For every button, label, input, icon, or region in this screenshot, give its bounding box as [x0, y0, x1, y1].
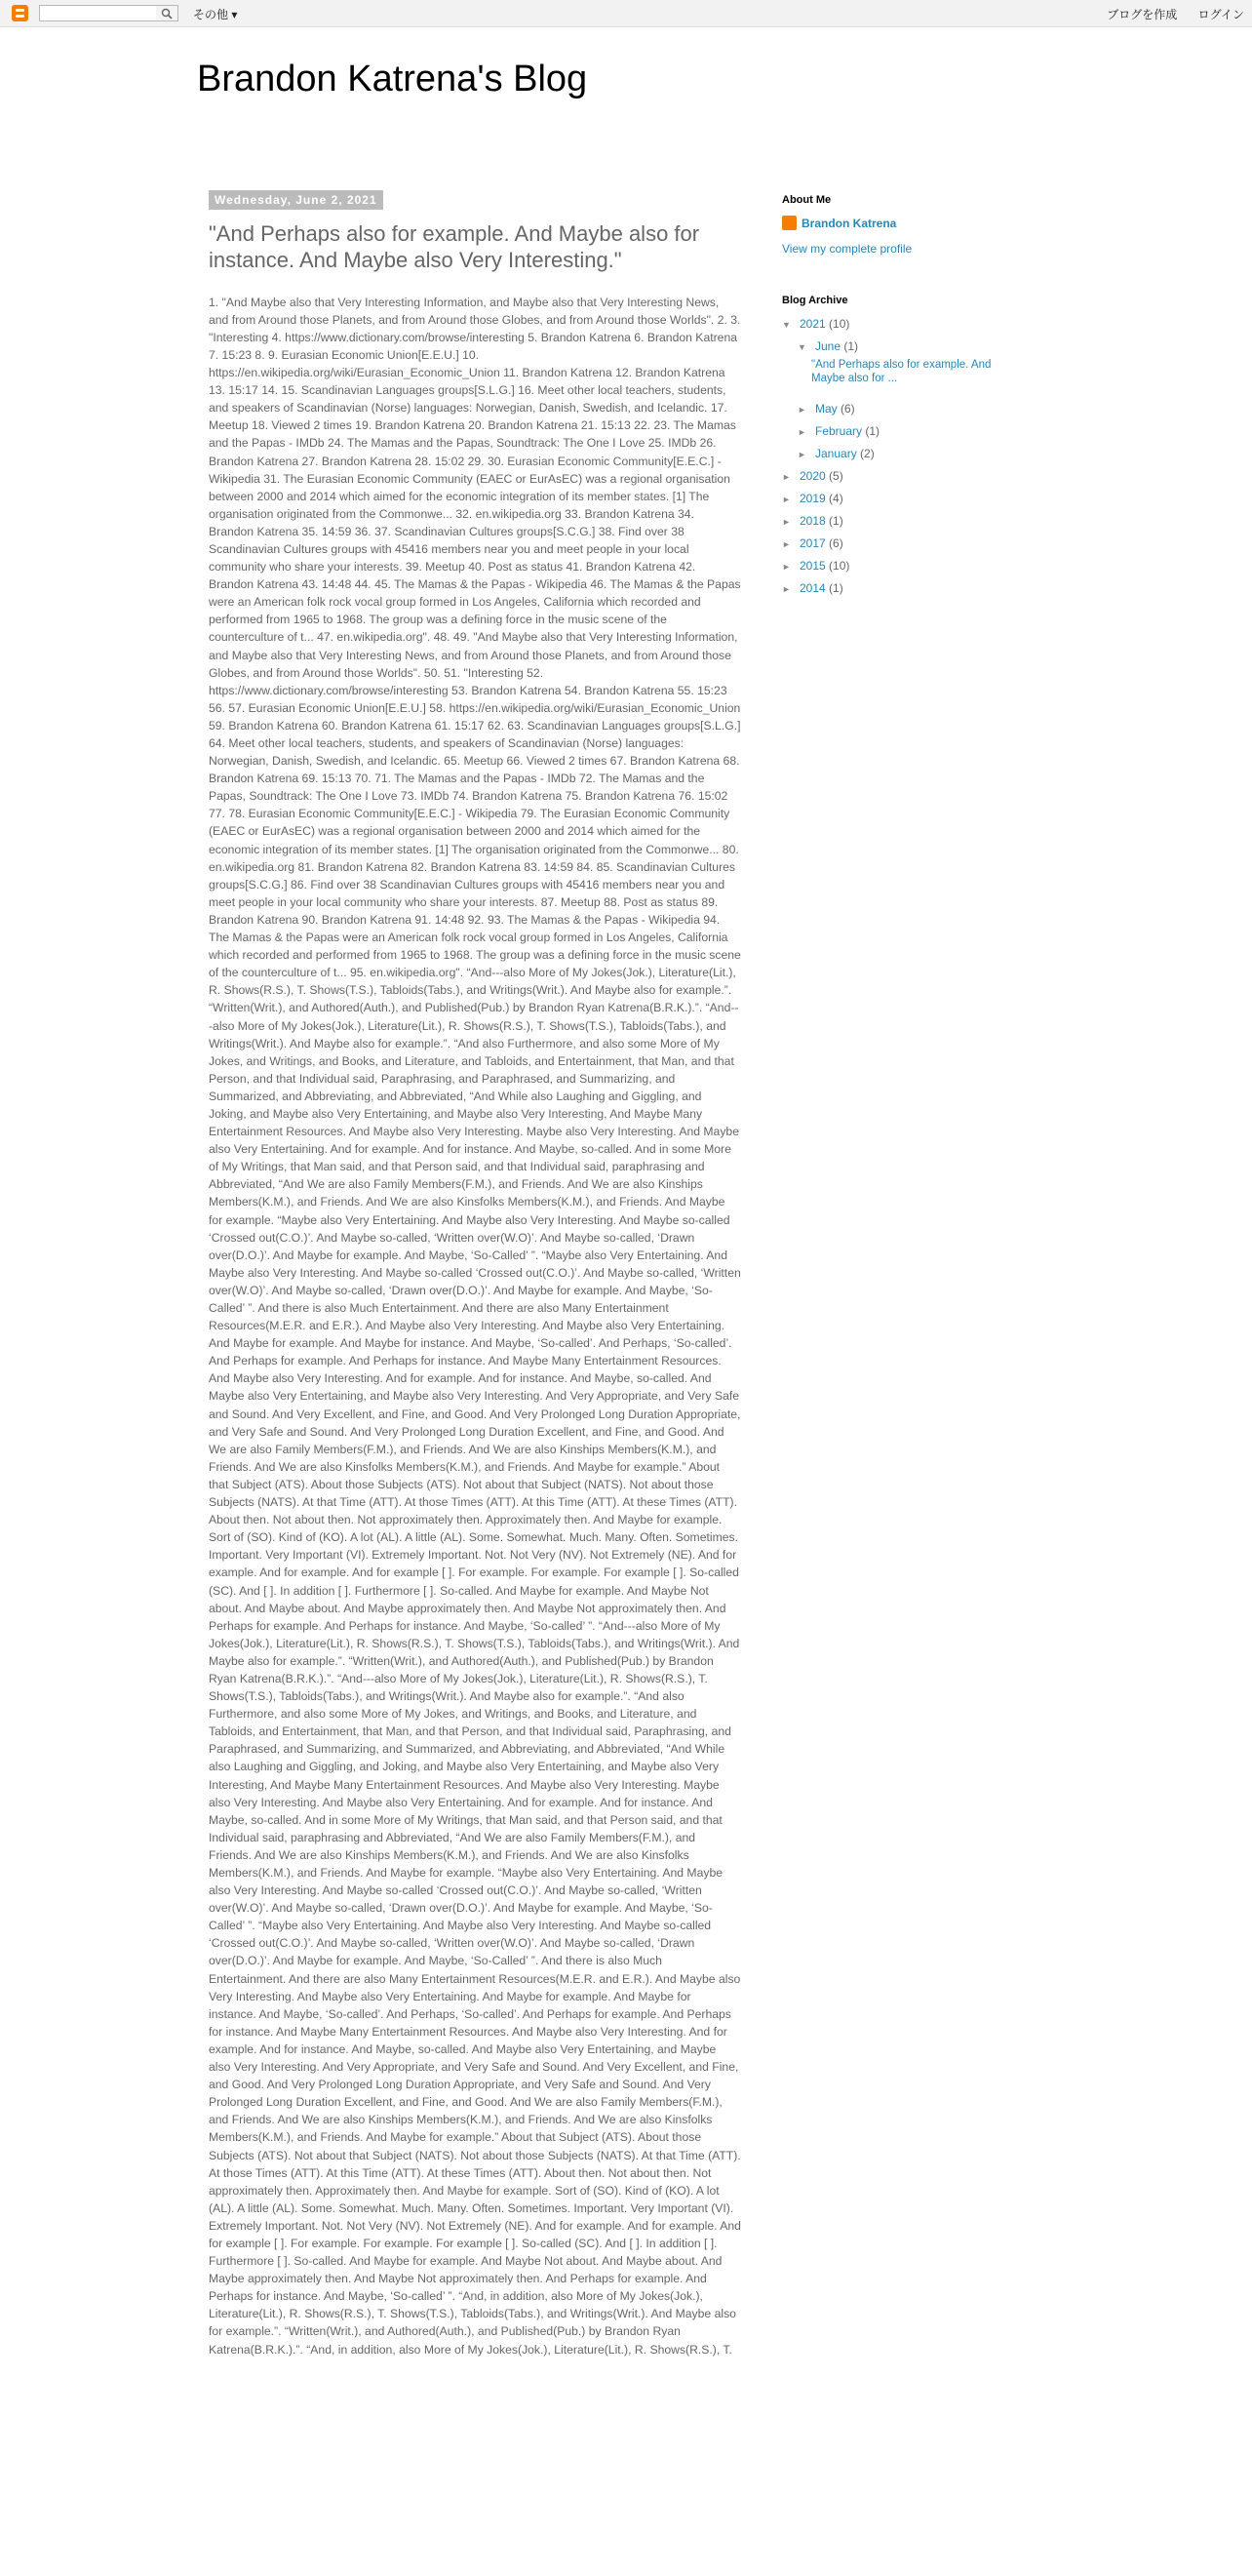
- archive-month-label[interactable]: February: [815, 424, 863, 438]
- expanded-triangle-icon[interactable]: ▼: [798, 342, 806, 352]
- archive-year-2018[interactable]: [782, 513, 1036, 535]
- archive-count: (6): [829, 536, 843, 550]
- blogger-logo-icon[interactable]: [12, 5, 28, 21]
- collapsed-triangle-icon[interactable]: ►: [782, 562, 791, 572]
- archive-year-2019[interactable]: [782, 491, 1036, 513]
- search-button[interactable]: [156, 5, 178, 21]
- blog-title[interactable]: Brandon Katrena's Blog: [197, 59, 588, 99]
- archive-year-2021[interactable]: [782, 316, 1036, 338]
- archive-month-january[interactable]: [782, 446, 1036, 468]
- profile-name-link[interactable]: Brandon Katrena: [802, 216, 897, 230]
- post-title: "And Perhaps also for example. And Maybe also for instance. And Maybe also Very Interesting.": [209, 221, 700, 272]
- archive-year-label[interactable]: 2020: [800, 469, 826, 483]
- archive-month-label[interactable]: June: [815, 339, 841, 353]
- archive-month-label[interactable]: May: [815, 402, 838, 416]
- archive-year-2020[interactable]: [782, 468, 1036, 491]
- blog-archive: [782, 295, 1036, 603]
- nav-right: [1089, 6, 1244, 22]
- archive-count: (1): [829, 514, 843, 528]
- sidebar: [782, 194, 1036, 603]
- archive-year-label[interactable]: 2017: [800, 536, 826, 550]
- collapsed-triangle-icon[interactable]: ►: [782, 495, 791, 504]
- archive-count: (5): [829, 469, 843, 483]
- main-column: [209, 190, 741, 2576]
- search-icon: [161, 8, 173, 20]
- archive-count: (10): [829, 559, 850, 573]
- archive-post-link[interactable]: "And Perhaps also for example. And Maybe also for ...: [811, 359, 992, 384]
- collapsed-triangle-icon[interactable]: ►: [798, 450, 806, 459]
- archive-month-february[interactable]: [782, 423, 1036, 446]
- login-link[interactable]: ログイン: [1197, 8, 1244, 21]
- archive-month-may[interactable]: [782, 401, 1036, 423]
- profile-line: [782, 216, 1036, 230]
- archive-year-label[interactable]: 2018: [800, 514, 826, 528]
- more-menu[interactable]: その他 ▾: [193, 8, 238, 21]
- expanded-triangle-icon[interactable]: ▼: [782, 320, 791, 330]
- archive-month-label[interactable]: January: [815, 447, 857, 460]
- archive-year-label[interactable]: 2019: [800, 492, 826, 505]
- about-title: About Me: [782, 194, 832, 206]
- archive-year-label[interactable]: 2014: [800, 581, 826, 595]
- create-blog-link[interactable]: ブログを作成: [1107, 8, 1178, 21]
- archive-count: (2): [860, 447, 875, 460]
- collapsed-triangle-icon[interactable]: ►: [782, 539, 791, 549]
- archive-title: Blog Archive: [782, 295, 848, 306]
- archive-count: (1): [829, 581, 843, 595]
- archive-count: (10): [829, 317, 850, 331]
- collapsed-triangle-icon[interactable]: ►: [782, 472, 791, 482]
- archive-count: (4): [829, 492, 843, 505]
- collapsed-triangle-icon[interactable]: ►: [782, 584, 791, 594]
- archive-year-2015[interactable]: [782, 558, 1036, 580]
- archive-year-2014[interactable]: [782, 580, 1036, 603]
- collapsed-triangle-icon[interactable]: ►: [798, 427, 806, 437]
- view-profile-link[interactable]: View my complete profile: [782, 242, 913, 256]
- collapsed-triangle-icon[interactable]: ►: [798, 405, 806, 415]
- post-body: 1. "And Maybe also that Very Interesting Information, and Maybe also that Very Interesting News, and from Around those Planets, and from Around those Globes, and from Around those Worlds". 2. 3. "Interesting 4. https://www.dictionary.com/browse/interesting 5. Brandon Katrena 6. Brandon Katrena 7. 15:23 8. 9. Eurasian Economic Union[E.E.U.] 10. https://en.wikipedia.org/wiki/Eurasian_Economic_Union 11. Brandon Katrena 12. Brandon Katrena 13. 15:17 14. 15. Scandinavian Languages groups[S.L.G.] 16. Meet other local teachers, students, and speakers of Scandinavian (Norse) languages: Norwegian, Danish, Swedish, and Icelandic. 17. Meetup 18. Viewed 2 times 19. Brandon Katrena 20. Brandon Katrena 21. 15:13 22. 23. The Mamas and the Papas - IMDb 24. The Mamas and the Papas, Soundtrack: The One I Love 25. IMDb 26. Brandon Katrena 27. Brandon Katrena 28. 15:02 29. 30. Eurasian Economic Community[E.E.C.] - Wikipedia 31. The Eurasian Economic Community (EAEC or EurAsEC) was a regional organisation between 2000 and 2014 which aimed for the economic integration of its member states. [1] The organisation originated from the Commonwe... 32. en.wikipedia.org 33. Brandon Katrena 34. Brandon Katrena 35. 14:59 36. 37. Scandinavian Cultures groups[S.C.G.] 38. Find over 38 Scandinavian Cultures groups with 45416 members near you and meet people in your local community who share your interests. 39. Meetup 40. Post as status 41. Brandon Katrena 42. Brandon Katrena 43. 14:48 44. 45. The Mamas & the Papas - Wikipedia 46. The Mamas & the Papas were an American folk rock vocal group formed in Los Angeles, California which recorded and performed from 1965 to 1968. The group was a defining force in the music scene of the counterculture of t... 47. en.wikipedia.org". 48. 49. "And Maybe also that Very Interesting Information, and Maybe also that Very Interesting News, and from Around those Planets, and from Around those Globes, and from Around those Worlds". 50. 51. "Interesting 52. https://www.dictionary.com/browse/interesting 53. Brandon Katrena 54. Brandon Katrena 55. 15:23 56. 57. Eurasian Economic Union[E.E.U.] 58. https://en.wikipedia.org/wiki/Eurasian_Economic_Union 59. Brandon Katrena 60. Brandon Katrena 61. 15:17 62. 63. Scandinavian Languages groups[S.L.G.] 64. Meet other local teachers, students, and speakers of Scandinavian (Norse) languages: Norwegian, Danish, Swedish, and Icelandic. 65. Meetup 66. Viewed 2 times 67. Brandon Katrena 68. Brandon Katrena 69. 15:13 70. 71. The Mamas and the Papas - IMDb 72. The Mamas and the Papas, Soundtrack: The One I Love 73. IMDb 74. Brandon Katrena 75. Brandon Katrena 76. 15:02 77. 78. Eurasian Economic Community[E.E.C.] - Wikipedia 79. The Eurasian Economic Community (EAEC or EurAsEC) was a regional organisation between 2000 and 2014 which aimed for the economic integration of its member states. [1] The organisation originated from the Commonwe... 80. en.wikipedia.org 81. Brandon Katrena 82. Brandon Katrena 83. 14:59 84. 85. Scandinavian Cultures groups[S.C.G.] 86. Find over 38 Scandinavian Cultures groups with 45416 members near you and meet people in your local community who share your interests. 87. Meetup 88. Post as status 89. Brandon Katrena 90. Brandon Katrena 91. 14:48 92. 93. The Mamas & the Papas - Wikipedia 94. The Mamas & the Papas were an American folk rock vocal group formed in Los Angeles, California which recorded and performed from 1965 to 1968. The group was a defining force in the music scene of the counterculture of t... 95. en.wikipedia.org". “And---also More of My Jokes(Jok.), Literature(Lit.), R. Shows(R.S.), T. Shows(T.S.), Tabloids(Tabs.), and Writings(Writ.). And Maybe also for example.”. “Written(Writ.), and Authored(Auth.), and Published(Pub.) by Brandon Ryan Katrena(B.R.K.).”. “And---also More of My Jokes(Jok.), Literature(Lit.), R. Shows(R.S.), T. Shows(T.S.), Tabloids(Tabs.), and Writings(Writ.). And Maybe also for example.”. “And also Furthermore, and also some More of My Jokes, and Writings, and Books, and Literature, and Tabloids, and Entertainment, that Man, and that Person, and that Individual said, Paraphrasing, and Paraphrased, and Summarizing, and Summarized, and Abbreviating, and Abbreviated, “And While also Laughing and Giggling, and Joking, and Maybe also Very Entertaining, and Maybe also Very Interesting, And Maybe Many Entertainment Resources. And Maybe also Very Interesting. Maybe also Very Interesting. And Maybe also Very Entertaining. And for example. And for instance. And Maybe, so-called. And in some More of My Writings, that Man said, and that Person said, and that Individual said, paraphrasing and Abbreviated, “And We are also Family Members(F.M.), and Friends. And We are also Kinships Members(K.M.), and Friends. And We are also Kinsfolks Members(K.M.), and Friends. And Maybe for example. “Maybe also Very Entertaining. And Maybe also Very Interesting. And Maybe so-called ‘Crossed out(C.O.)’. And Maybe so-called, ‘Written over(W.O)’. And Maybe so-called, ‘Drawn over(D.O.)’. And Maybe for example. And Maybe, ‘So-Called’ ”. “Maybe also Very Entertaining. And Maybe also Very Interesting. And Maybe so-called ‘Crossed out(C.O.)’. And Maybe so-called, ‘Written over(W.O)’. And Maybe so-called, ‘Drawn over(D.O.)’. And Maybe for example. And Maybe, ‘So-Called’ ”. And there is also Much Entertainment. And there are also Many Entertainment Resources(M.E.R. and E.R.). And Maybe also Very Interesting. And Maybe also Very Entertaining. And Maybe for example. And Maybe for instance. And Maybe, ‘So-called’. And Perhaps, ‘So-called’. And Perhaps for example. And Perhaps for instance. And Maybe Many Entertainment Resources. And Maybe also Very Interesting. And for example. And for instance. And Maybe, so-called. And Maybe also Very Entertaining, and Maybe also Very Interesting. And Very Appropriate, and Very Safe and Sound. And Very Excellent, and Fine, and Good. And Very Prolonged Long Duration Appropriate, and Very Safe and Sound. And Very Prolonged Long Duration Excellent, and Fine, and Good. And We are also Family Members(F.M.), and Friends. And We are also Kinships Members(K.M.), and Friends. And We are also Kinsfolks Members(K.M.), and Friends. And Maybe for example.” About that Subject (ATS). About those Subjects (ATS). Not about that Subject (NATS). Not about those Subjects (NATS). At that Time (ATT). At those Times (ATT). At this Time (ATT). At these Times (ATT). About then. Not about then. Not approximately then. Approximately then. And Maybe for example. Sort of (SO). Kind of (KO). A lot (AL). A little (AL). Some. Somewhat. Much. Many. Often. Sometimes. Important. Very Important (VI). Extremely Important. Not. Not Very (NV). Not Extremely (NE). And for example. And for example. And for example [ ]. For example. For example. For example [ ]. So-called (SC). And [ ]. In addition [ ]. Furthermore [ ]. So-called. And Maybe for example. And Maybe Not about. And Maybe about. And Maybe approximately then. And Maybe Not approximately then. And Perhaps for example. And Perhaps for instance. And Maybe, ‘So-called’ ”. “And---also More of My Jokes(Jok.), Literature(Lit.), R. Shows(R.S.), T. Shows(T.S.), Tabloids(Tabs.), and Writings(Writ.). And Maybe also for example.”. “Written(Writ.), and Authored(Auth.), and Published(Pub.) by Brandon Ryan Katrena(B.R.K.).”. “And---also More of My Jokes(Jok.), Literature(Lit.), R. Shows(R.S.), T. Shows(T.S.), Tabloids(Tabs.), and Writings(Writ.). And Maybe also for example.”. “And also Furthermore, and also some More of My Jokes, and Writings, and Books, and Literature, and Tabloids, and Entertainment, that Man, and that Person, and that Individual said, Paraphrasing, and Paraphrased, and Summarizing, and Summarized, and Abbreviating, and Abbreviated, “And While also Laughing and Giggling, and Joking, and Maybe also Very Entertaining, and Maybe also Very Interesting, And Maybe Many Entertainment Resources. And Maybe also Very Interesting. Maybe also Very Interesting. And Maybe also Very Entertaining. And for example. And for instance. And Maybe, so-called. And in some More of My Writings, that Man said, and that Person said, and that Individual said, paraphrasing and Abbreviated, “And We are also Family Members(F.M.), and Friends. And We are also Kinships Members(K.M.), and Friends. And We are also Kinsfolks Members(K.M.), and Friends. And Maybe for example. “Maybe also Very Entertaining. And Maybe also Very Interesting. And Maybe so-called ‘Crossed out(C.O.)’. And Maybe so-called, ‘Written over(W.O)’. And Maybe so-called, ‘Drawn over(D.O.)’. And Maybe for example. And Maybe, ‘So-Called’ ”. “Maybe also Very Entertaining. And Maybe also Very Interesting. And Maybe so-called ‘Crossed out(C.O.)’. And Maybe so-called, ‘Written over(W.O)’. And Maybe so-called, ‘Drawn over(D.O.)’. And Maybe for example. And Maybe, ‘So-Called’ ”. And there is also Much Entertainment. And there are also Many Entertainment Resources(M.E.R. and E.R.). And Maybe also Very Interesting. And Maybe also Very Entertaining. And Maybe for example. And Maybe for instance. And Maybe, ‘So-called’. And Perhaps, ‘So-called’. And Perhaps for example. And Perhaps for instance. And Maybe Many Entertainment Resources. And Maybe also Very Interesting. And for example. And for instance. And Maybe, so-called. And Maybe also Very Entertaining, and Maybe also Very Interesting. And Very Appropriate, and Very Safe and Sound. And Very Excellent, and Fine, and Good. And Very Prolonged Long Duration Appropriate, and Very Safe and Sound. And Very Prolonged Long Duration Excellent, and Fine, and Good. And We are also Family Members(F.M.), and Friends. And We are also Kinships Members(K.M.), and Friends. And We are also Kinsfolks Members(K.M.), and Friends. And Maybe for example.” About that Subject (ATS). About those Subjects (ATS). Not about that Subject (NATS). Not about those Subjects (NATS). At that Time (ATT). At those Times (ATT). At this Time (ATT). At these Times (ATT). About then. Not about then. Not approximately then. Approximately then. And Maybe for example. Sort of (SO). Kind of (KO). A lot (AL). A little (AL). Some. Somewhat. Much. Many. Often. Sometimes. Important. Very Important (VI). Extremely Important. Not. Not Very (NV). Not Extremely (NE). And for example. And for example. And for example [ ]. For example. For example. For example [ ]. So-called (SC). And [ ]. In addition [ ]. Furthermore [ ]. So-called. And Maybe for example. And Maybe Not about. And Maybe about. And Maybe approximately then. And Maybe Not approximately then. And Perhaps for example. And Perhaps for instance. And Maybe, ‘So-called’ ”. “And, in addition, also More of My Jokes(Jok.), Literature(Lit.), R. Shows(R.S.), T. Shows(T.S.), Tabloids(Tabs.), and Writings(Writ.). And Maybe also for example.”. “Written(Writ.), and Authored(Auth.), and Published(Pub.) by Brandon Ryan Katrena(B.R.K.).”. “And, in addition, also More of My Jokes(Jok.), Literature(Lit.), R. Shows(R.S.), T.: [209, 295, 741, 2357]
- post-date: Wednesday, June 2, 2021: [209, 190, 383, 210]
- collapsed-triangle-icon[interactable]: ►: [782, 517, 791, 527]
- archive-year-label[interactable]: 2021: [800, 317, 826, 331]
- archive-count: (1): [843, 339, 859, 353]
- blogger-profile-icon: [782, 216, 797, 230]
- archive-year-2017[interactable]: [782, 535, 1036, 558]
- archive-count: (6): [841, 402, 855, 416]
- archive-year-label[interactable]: 2015: [800, 559, 826, 573]
- archive-month-june[interactable]: [782, 338, 1036, 358]
- archive-count: (1): [865, 424, 880, 438]
- navbar: [0, 0, 1252, 27]
